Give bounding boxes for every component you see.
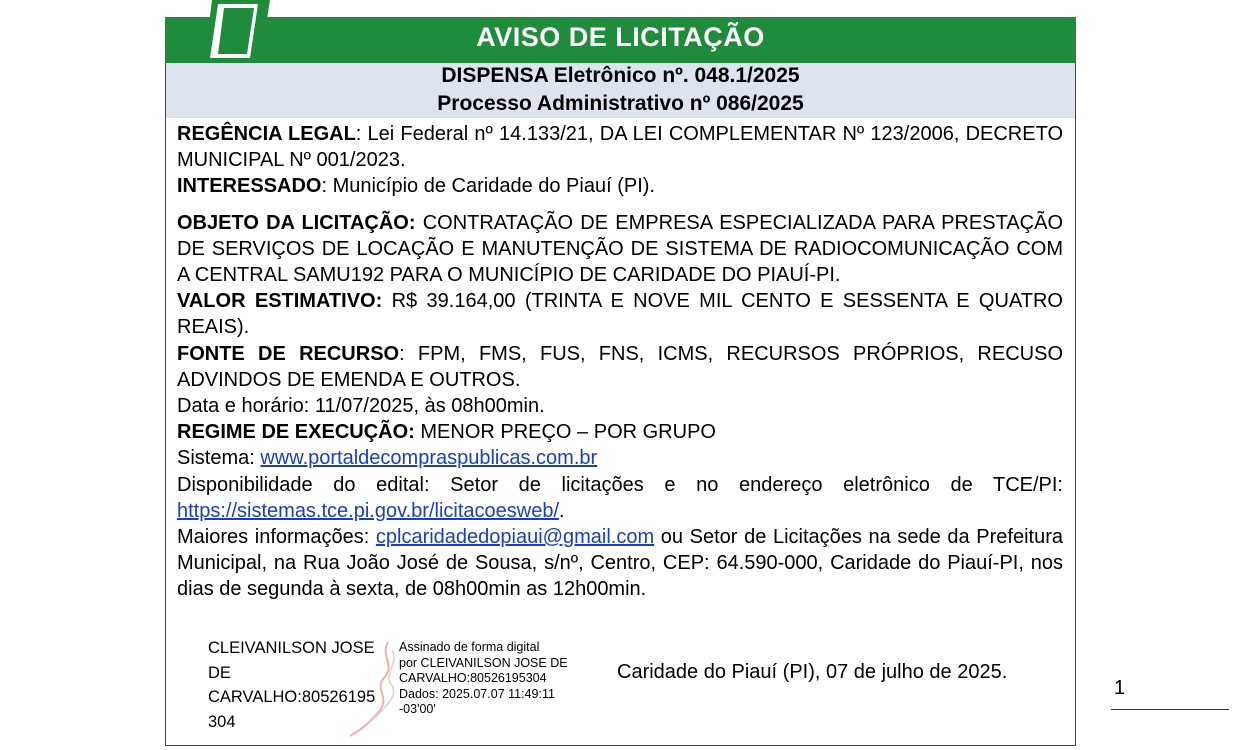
signer-name-line: 304 [208, 712, 236, 731]
edital-end: . [559, 499, 565, 522]
objeto-label: OBJETO DA LICITAÇÃO: [177, 211, 416, 234]
portal-link[interactable]: www.portaldecompraspublicas.com.br [260, 447, 598, 470]
maiores-paragraph [177, 524, 1063, 603]
fonte-text: : FPM, FMS, FUS, FNS, ICMS, RECURSOS PRÓPRIOS, RECUSO ADVINDOS DE EMENDA E OUTROS. [177, 342, 1063, 391]
sig-info-line: por CLEIVANILSON JOSE DE [399, 655, 568, 670]
interessado-text: : Município de Caridade do Piauí (PI). [321, 175, 655, 198]
edital-text: Disponibilidade do edital: Setor de licitações e no endereço eletrônico de TCE/PI: [177, 473, 1063, 496]
notice-title: AVISO DE LICITAÇÃO [476, 22, 765, 52]
maiores-rest: ou Setor de Licitações na sede da Prefeitura Municipal, na Rua João José de Sousa, s/nº, Centro, CEP: 64.590-000, Caridade do Piauí-PI, nos dias de segunda à sexta, de 08h00min as 12h00min. [177, 526, 1063, 601]
objeto-paragraph [177, 210, 1063, 289]
regime-label: REGIME DE EXECUÇÃO: [177, 421, 415, 444]
sig-info-line: CARVALHO:80526195304 [399, 671, 547, 685]
sig-info-line: Assinado de forma digital [399, 640, 540, 654]
regime-text: MENOR PREÇO – POR GRUPO [414, 421, 716, 444]
fonte-label: FONTE DE RECURSO [177, 342, 400, 365]
signer-name-line: CARVALHO:80526195 [208, 688, 376, 706]
signer-name-line: DE [208, 663, 231, 682]
regime-paragraph [177, 419, 1063, 445]
signer-name-line: CLEIVANILSON JOSE [208, 639, 375, 657]
place-and-date: Caridade do Piauí (PI), 07 de julho de 2025. [617, 661, 1008, 683]
process-number: Processo Administrativo nº 086/2025 [437, 92, 804, 115]
spacer [177, 200, 1063, 210]
notice-body [177, 121, 1063, 603]
digital-signature-info [399, 640, 599, 718]
email-link[interactable]: cplcaridadedopiaui@gmail.com [375, 526, 655, 549]
sig-info-line: Dados: 2025.07.07 11:49:11 [399, 686, 555, 701]
objeto-text: CONTRATAÇÃO DE EMPRESA ESPECIALIZADA PARA PRESTAÇÃO DE SERVIÇOS DE LOCAÇÃO E MANUTENÇÃO DE SISTEMA DE RADIOCOMUNICAÇÃO COM A CENTRAL SAMU192 PARA O MUNICÍPIO DE CARIDADE DO PIAUÍ-PI. [177, 211, 1063, 287]
regencia-label: REGÊNCIA LEGAL [177, 123, 356, 145]
maiores-text: Maiores informações: [177, 526, 376, 549]
regencia-text: : Lei Federal nº 14.133/21, DA LEI COMPLEMENTAR Nº 123/2006, DECRETO MUNICIPAL Nº 001/2023. [177, 123, 1063, 172]
interessado-paragraph [177, 173, 1063, 199]
regencia-paragraph [177, 121, 1063, 173]
sig-info-line: -03'00' [399, 702, 436, 716]
edital-paragraph [177, 472, 1063, 524]
dispensa-number: DISPENSA Eletrônico nº. 048.1/2025 [441, 64, 800, 87]
valor-text: R$ 39.164,00 (TRINTA E NOVE MIL CENTO E SESSENTA E QUATRO REAIS). [177, 290, 1063, 339]
page-number: 1 [1114, 677, 1126, 699]
valor-paragraph [177, 288, 1063, 340]
valor-label: VALOR ESTIMATIVO: [177, 290, 383, 313]
data-horario: Data e horário: 11/07/2025, às 08h00min. [177, 395, 545, 418]
interessado-label: INTERESSADO [177, 175, 322, 198]
tce-link[interactable]: https://sistemas.tce.pi.gov.br/licitacoesweb/ [177, 499, 560, 522]
page-number-rule [1111, 709, 1229, 710]
fonte-paragraph [177, 341, 1063, 393]
sistema-paragraph [177, 445, 1063, 471]
sistema-label: Sistema: [177, 447, 261, 470]
signer-name [208, 636, 398, 734]
